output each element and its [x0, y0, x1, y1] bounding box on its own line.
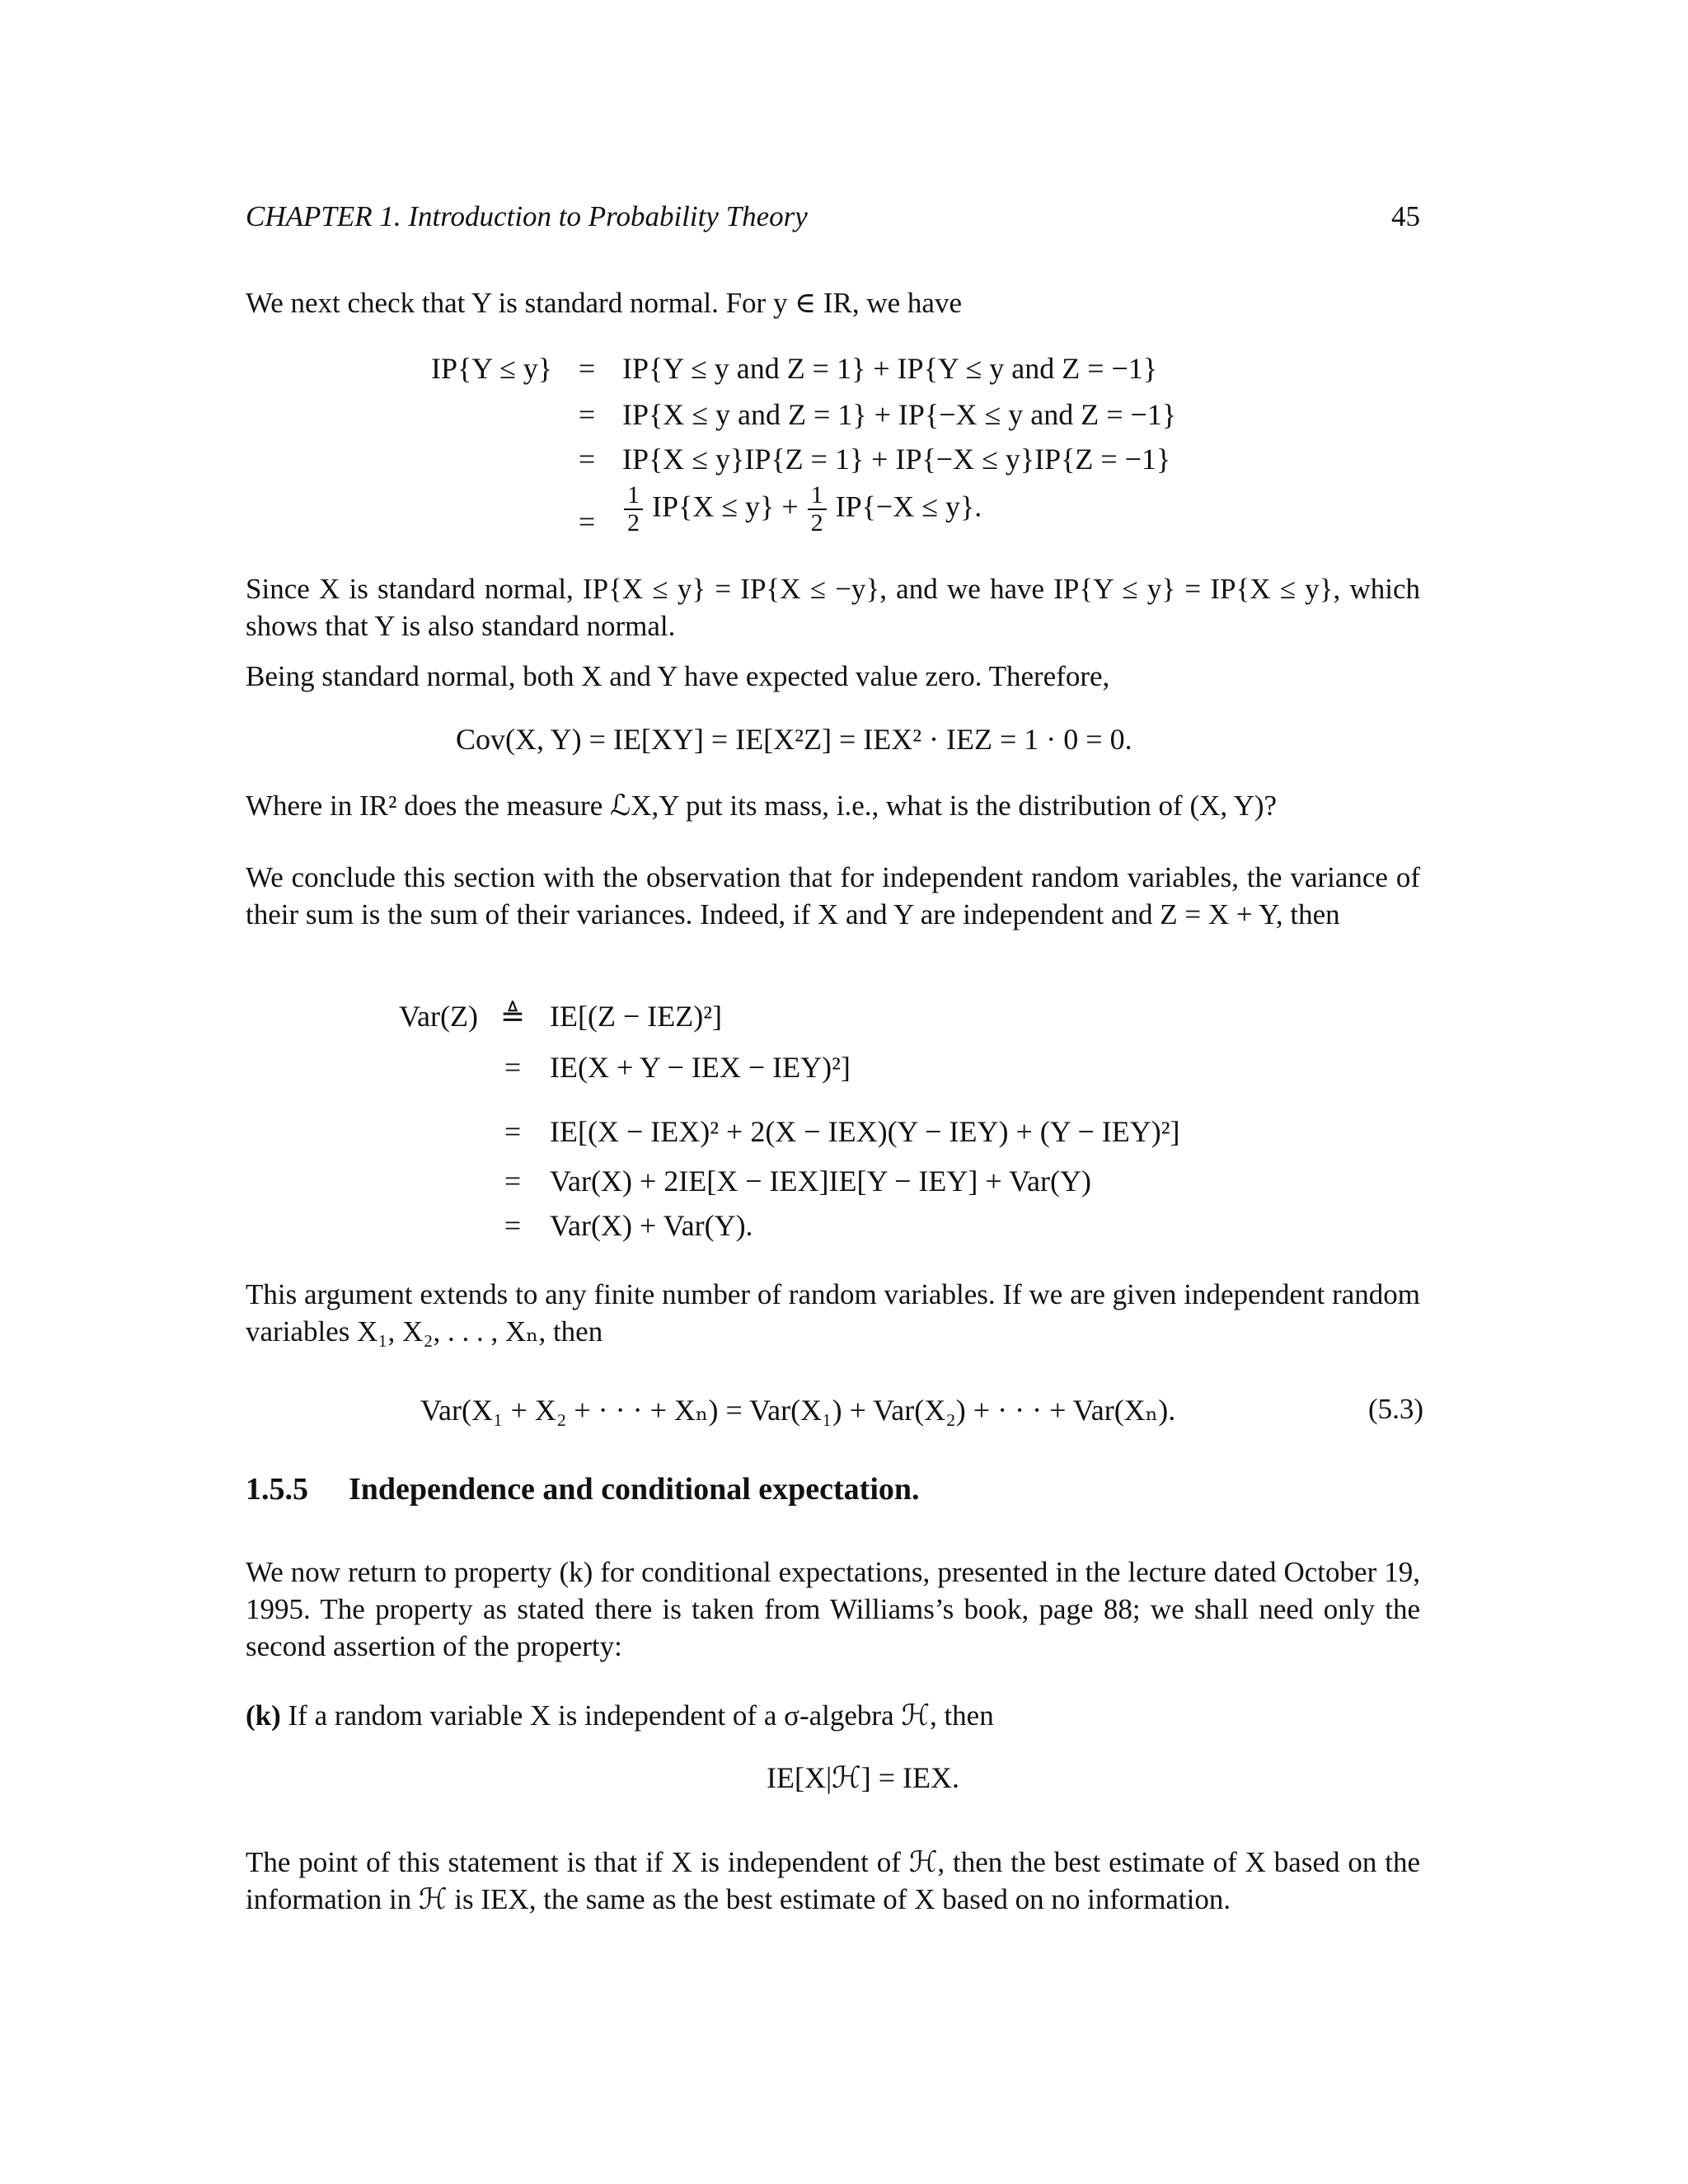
section-heading [246, 1471, 920, 1507]
equation-term: IP{X ≤ y} + [652, 490, 799, 523]
section-number: 1.5.5 [246, 1472, 308, 1507]
equation-relation: = [504, 1209, 522, 1242]
page-number: 45 [1391, 200, 1420, 232]
property-label: (k) [246, 1699, 281, 1732]
equation-rhs: IE[(Z − IEZ)²] [550, 1000, 722, 1033]
equation-rhs: IE[(X − IEX)² + 2(X − IEX)(Y − IEY) + (Y − IEY)²] [550, 1115, 1180, 1148]
equation-term: IP{−X ≤ y}. [835, 490, 982, 523]
fraction-one-half: $\frac{1}{2}$ [624, 482, 643, 537]
equation-relation: = [504, 1051, 522, 1084]
equation-lhs: IP{Y ≤ y} [431, 352, 552, 385]
equation-relation: = [504, 1115, 522, 1148]
equation-variance-sum: Var(X₁ + X₂ + · · · + Xₙ) = Var(X₁) + Var(X₂) + · · · + Var(Xₙ). [420, 1394, 1176, 1427]
equation-number: (5.3) [1368, 1393, 1424, 1425]
fraction-one-half: $\frac{1}{2}$ [808, 482, 827, 537]
paragraph-expected-value: Being standard normal, both X and Y have expected value zero. Therefore, [246, 660, 1110, 692]
equation-rhs: IE(X + Y − IEX − IEY)²] [550, 1051, 851, 1084]
equation-rhs: IP{Y ≤ y and Z = 1} + IP{Y ≤ y and Z = −1} [622, 352, 1158, 385]
paragraph-best-estimate: The point of this statement is that if X is independent of ℋ, then the best estimate of X based on the information in ℋ is IEX, the same as the best estimate of X based on no information. [246, 1846, 1420, 1915]
running-header-title: CHAPTER 1. Introduction to Probability Theory [246, 200, 808, 232]
paragraph-variance-of-sum: We conclude this section with the observation that for independent random variables, the variance of their sum is the sum of their variances. Indeed, if X and Y are independent and Z = X + Y, then [246, 861, 1420, 930]
paragraph-property-k-intro: We now return to property (k) for conditional expectations, presented in the lecture dated October 19, 1995. The property as stated there is taken from Williams’s book, page 88; we shall need only the second assertion of the property: [246, 1556, 1420, 1662]
paragraph-standard-normal-check: We next check that Y is standard normal. For y ∈ IR, we have [246, 287, 963, 319]
equation-relation: = [578, 398, 596, 431]
equation-relation: = [504, 1165, 522, 1197]
equation-covariance: Cov(X, Y) = IE[XY] = IE[X²Z] = IEX² · IEZ = 1 · 0 = 0. [456, 723, 1132, 756]
paragraph-finite-extension: This argument extends to any finite number of random variables. If we are given independent random variables X₁, X₂, . . . , Xₙ, then [246, 1278, 1420, 1347]
equation-relation: = [578, 505, 596, 538]
equation-rhs: IP{X ≤ y}IP{Z = 1} + IP{−X ≤ y}IP{Z = −1} [622, 443, 1171, 476]
equation-rhs-fractions [622, 482, 982, 537]
equation-relation: = [578, 443, 596, 476]
paragraph-symmetry: Since X is standard normal, IP{X ≤ y} = IP{X ≤ −y}, and we have IP{Y ≤ y} = IP{X ≤ y}, which shows that Y is also standard normal. [246, 573, 1420, 642]
paragraph-question-distribution: Where in IR² does the measure ℒX,Y put its mass, i.e., what is the distribution of (X, Y)? [246, 790, 1278, 822]
equation-rhs: Var(X) + Var(Y). [550, 1209, 753, 1242]
property-text: If a random variable X is independent of a σ-algebra ℋ, then [288, 1699, 994, 1732]
equation-relation: = [578, 352, 596, 385]
equation-conditional-expectation: IE[X|ℋ] = IEX. [767, 1761, 960, 1794]
property-k-item [246, 1699, 994, 1732]
section-title: Independence and conditional expectation. [349, 1472, 920, 1507]
equation-relation: ≜ [499, 1000, 526, 1033]
equation-lhs: Var(Z) [399, 1000, 478, 1033]
equation-rhs: Var(X) + 2IE[X − IEX]IE[Y − IEY] + Var(Y) [550, 1165, 1091, 1197]
equation-rhs: IP{X ≤ y and Z = 1} + IP{−X ≤ y and Z = −1} [622, 398, 1177, 431]
